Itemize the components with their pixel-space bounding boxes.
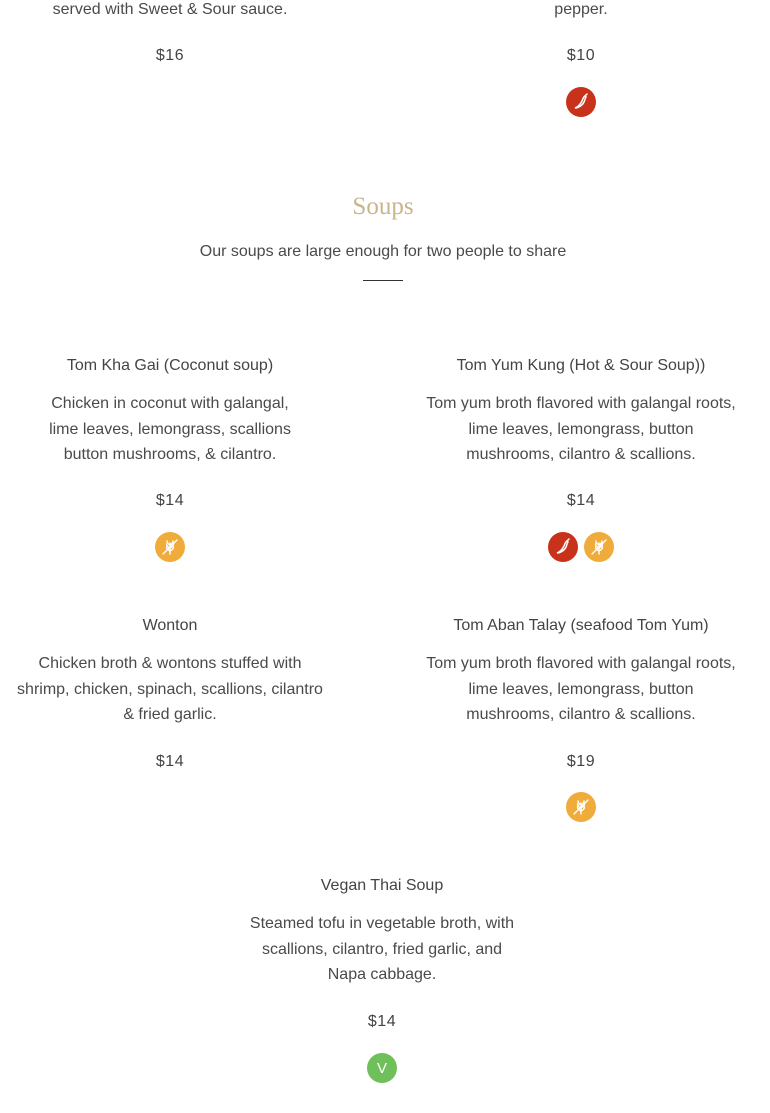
section-title: Soups [352,193,414,220]
item-price-tom-kha-gai: $14 [155,492,185,509]
vegan-icon: V [367,1053,397,1083]
item-desc-tom-yum-kung: Tom yum broth flavored with galangal roots, lime leaves, lemongrass, button mushrooms, cilantro & scallions. [426,395,736,463]
item-price-tom-yum-kung: $14 [566,492,596,509]
chili-pepper-icon [566,87,596,117]
item-name-vegan-thai-soup: Vegan Thai Soup [320,877,444,894]
gluten-free-icon [566,792,596,822]
item-name-wonton: Wonton [142,617,198,634]
item-desc-tom-aban-talay: Tom yum broth flavored with galangal roots, lime leaves, lemongrass, button mushrooms, cilantro & scallions. [426,655,736,723]
section-subtitle: Our soups are large enough for two people to share [199,243,567,260]
item-desc-wonton: Chicken broth & wontons stuffed with shrimp, chicken, spinach, scallions, cilantro & fried garlic. [17,655,323,723]
item-icons-tom-aban-talay [426,792,736,822]
item-desc-vegan-thai-soup: Steamed tofu in vegetable broth, with scallions, cilantro, fried garlic, and Napa cabbage. [249,915,515,983]
section-divider [363,280,403,281]
item-icons-tom-kha-gai [15,532,325,562]
gluten-free-icon [155,532,185,562]
prev-left-price: $16 [155,47,185,64]
item-name-tom-kha-gai: Tom Kha Gai (Coconut soup) [66,357,274,374]
prev-right-price: $10 [566,47,596,64]
prev-left-description: served with Sweet & Sour sauce. [52,1,288,18]
item-icons-vegan-thai-soup [232,1053,532,1083]
gluten-free-icon [584,532,614,562]
item-icons-tom-yum-kung [426,532,736,562]
item-price-tom-aban-talay: $19 [566,753,596,770]
item-name-tom-aban-talay: Tom Aban Talay (seafood Tom Yum) [453,617,709,634]
item-desc-tom-kha-gai: Chicken in coconut with galangal, lime leaves, lemongrass, scallions button mushrooms, & cilantro. [49,395,291,463]
item-name-tom-yum-kung: Tom Yum Kung (Hot & Sour Soup)) [456,357,706,374]
prev-right-diet-icons [426,87,736,117]
item-price-wonton: $14 [155,753,185,770]
chili-pepper-icon [548,532,578,562]
prev-right-description: pepper. [554,1,608,18]
item-price-vegan-thai-soup: $14 [367,1013,397,1030]
